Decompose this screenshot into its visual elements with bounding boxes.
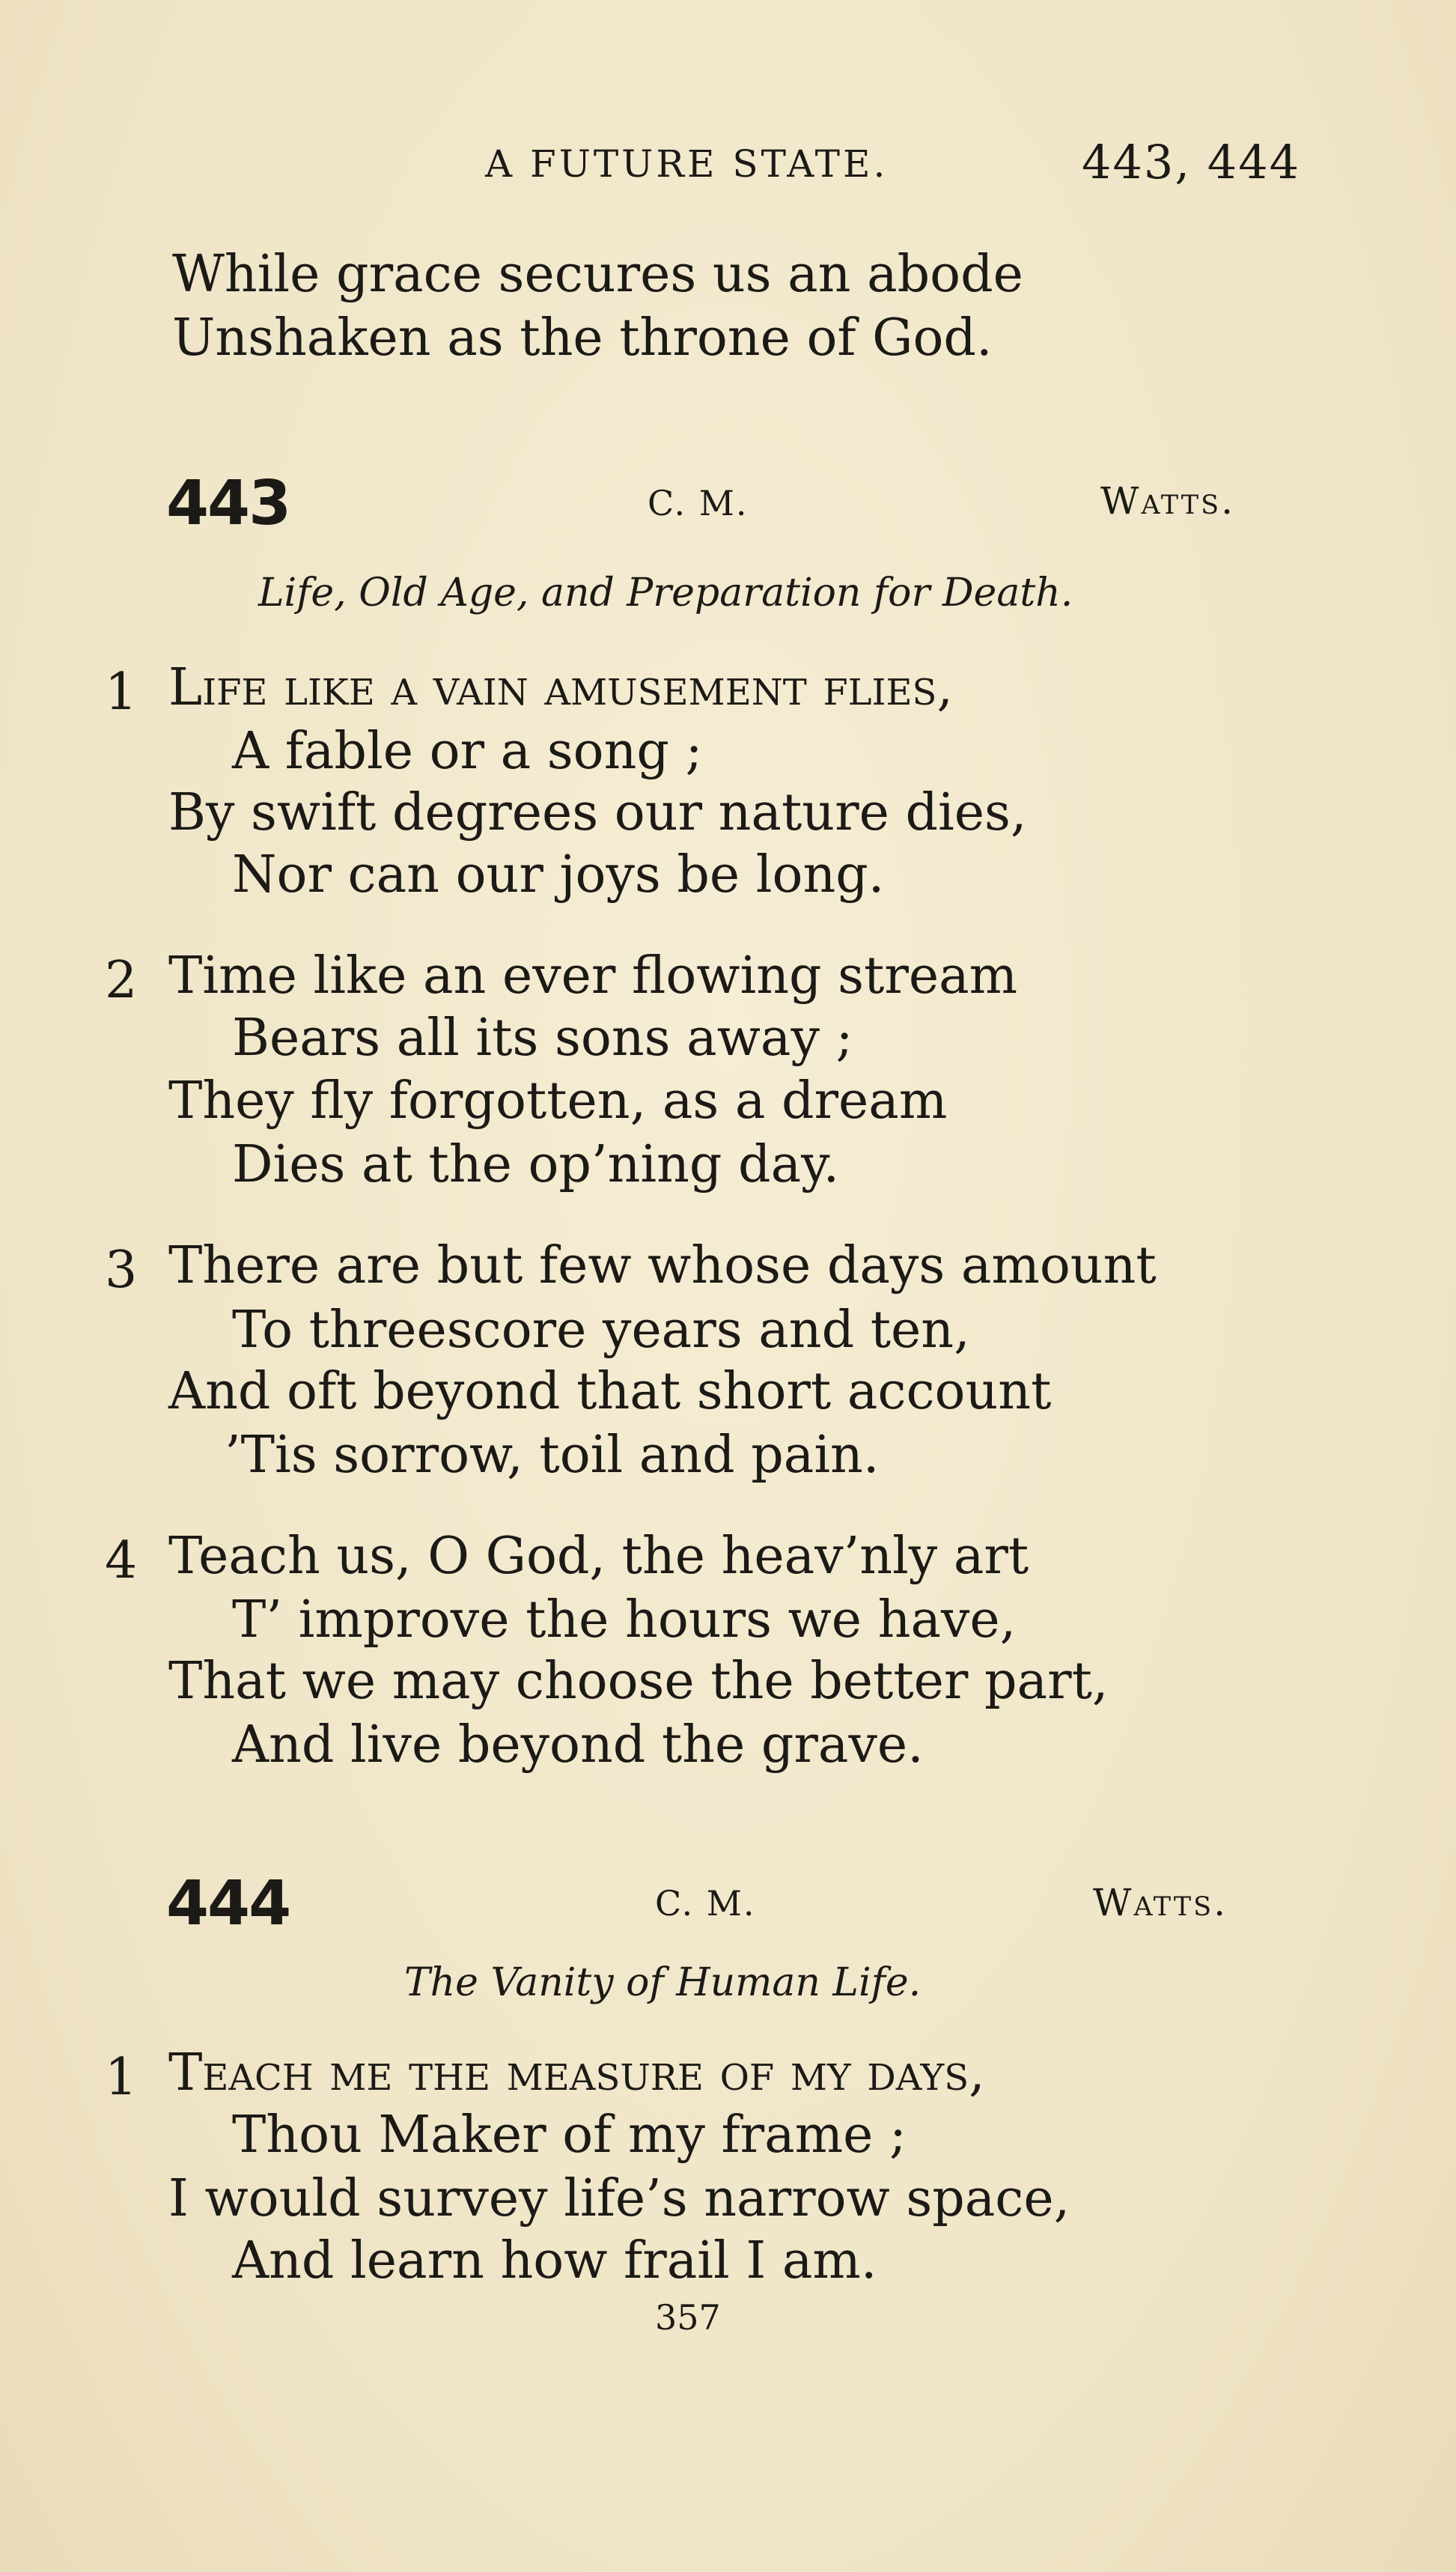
stanza-number: 3 [105, 1241, 138, 1300]
verse-line: Nor can our joys be long. [232, 845, 885, 905]
hymn-title: The Vanity of Human Life. [404, 1960, 922, 2005]
page-number: 357 [655, 2297, 721, 2338]
verse-line: To threescore years and ten, [232, 1301, 970, 1360]
verse-line: ’Tis sorrow, toil and pain. [225, 1426, 880, 1485]
stanza-number: 1 [105, 663, 138, 722]
carryover-line: Unshaken as the throne of God. [172, 308, 993, 368]
hymn-meter: C. M. [648, 483, 749, 523]
hymn-author: Watts. [1093, 1881, 1228, 1924]
running-head: A FUTURE STATE. [485, 142, 889, 186]
verse-line: Bears all its sons away ; [232, 1009, 853, 1068]
verse-line: A fable or a song ; [232, 722, 703, 781]
verse-line: Teach us, O God, the heav’nly art [168, 1527, 1029, 1586]
hymn-number: 443 [166, 468, 290, 539]
stanza-number: 4 [105, 1531, 138, 1590]
verse-line: And oft beyond that short account [168, 1362, 1052, 1421]
hymn-meter: C. M. [655, 1883, 756, 1924]
verse-line: I would survey life’s narrow space, [168, 2169, 1070, 2228]
verse-line: They fly forgotten, as a dream [168, 1071, 948, 1131]
verse-line: And learn how frail I am. [232, 2231, 877, 2290]
carryover-line: While grace secures us an abode [172, 245, 1023, 304]
hymn-number: 444 [166, 1868, 290, 1939]
verse-line: T’ improve the hours we have, [232, 1590, 1017, 1650]
hymn-range: 443, 444 [1082, 135, 1301, 189]
stanza-number: 1 [105, 2048, 138, 2107]
hymn-author: Watts. [1100, 479, 1235, 523]
verse-line: Life like a vain amusement flies, [168, 658, 954, 717]
verse-line: And live beyond the grave. [232, 1715, 924, 1775]
verse-line: By swift degrees our nature dies, [168, 783, 1027, 842]
verse-line: There are but few whose days amount [168, 1236, 1157, 1295]
verse-line: Teach me the measure of my days, [168, 2043, 985, 2103]
hymn-title: Life, Old Age, and Preparation for Death. [258, 571, 1073, 615]
verse-line: Time like an ever flowing stream [168, 946, 1018, 1006]
verse-line: Dies at the op’ning day. [232, 1135, 840, 1194]
verse-line: Thou Maker of my frame ; [232, 2106, 907, 2165]
verse-line: That we may choose the better part, [168, 1652, 1109, 1711]
stanza-number: 2 [105, 951, 138, 1010]
